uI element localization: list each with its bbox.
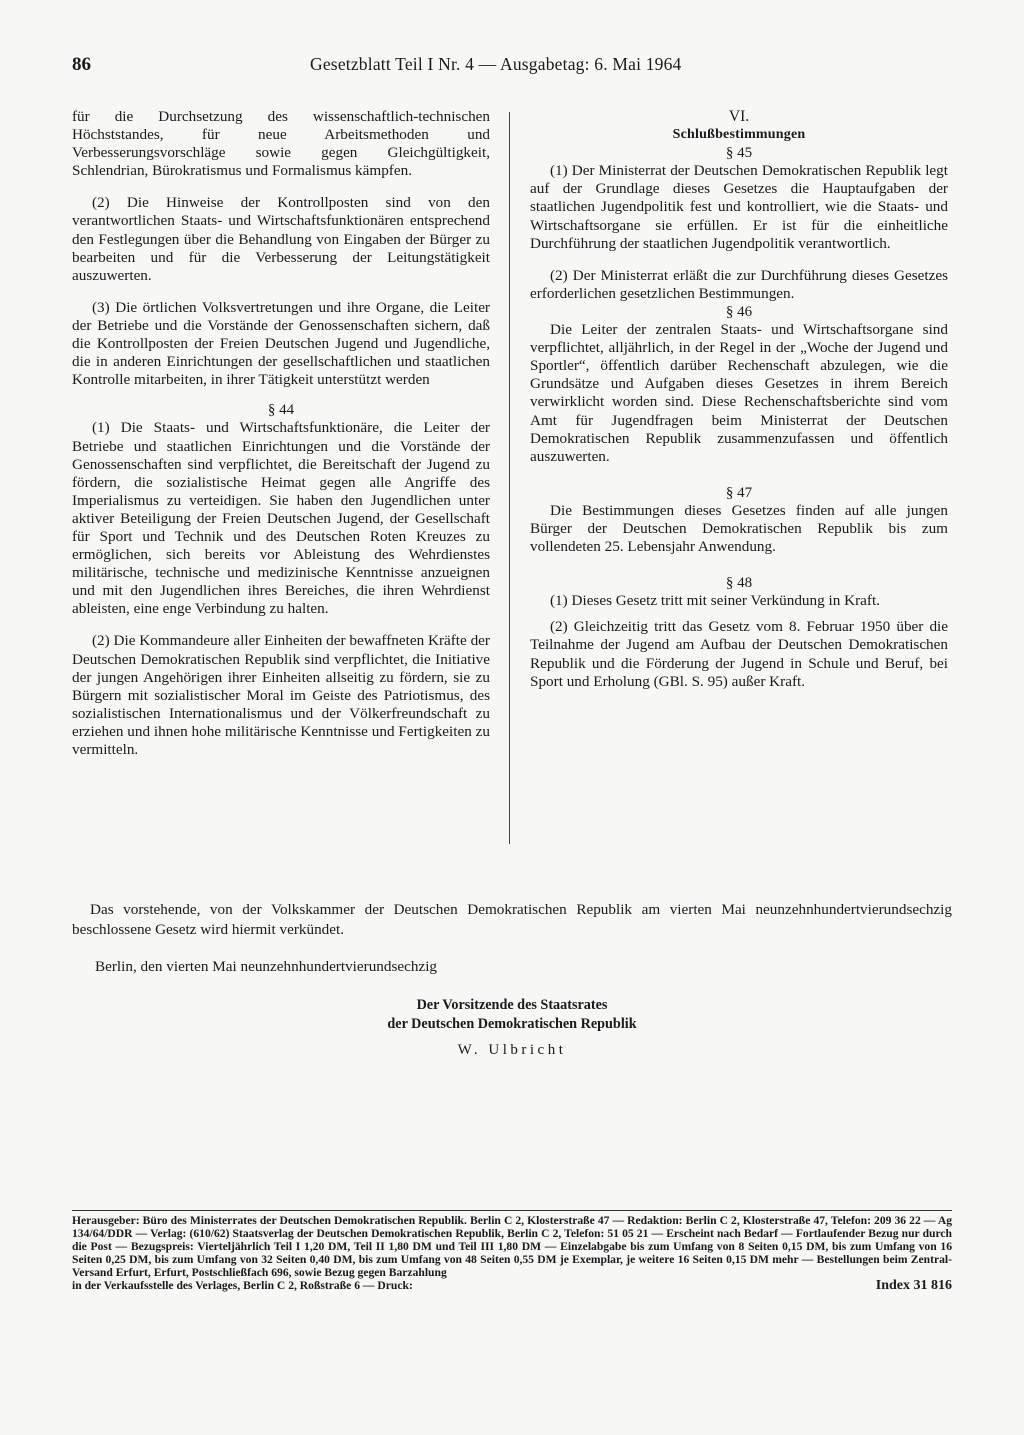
running-title: Gesetzblatt Teil I Nr. 4 — Ausgabetag: 6. Mai 1964 [310, 54, 682, 74]
section-heading-44: § 44 [267, 402, 295, 419]
chapter-number: VI. [728, 108, 750, 125]
chapter-title: Schlußbestimmungen [672, 127, 806, 143]
paragraph: Die Leiter der zentralen Staats- und Wirtschaftsorgane sind verpflichtet, alljährlich, in der Regel in der „Woche der Jugend und Sportler“, öffentlich darüber Rechenschaft abzulegen, wie die Grundsätze und Aufgaben dieses Gesetzes in ihrem Bereich verwirklicht worden sind. Diese Rechenschaftsberichte sind vom Amt für Jugendfragen beim Ministerrat der Deutschen Demokratischen Republik zusammenzufassen und öffentlich auszuwerten. [530, 321, 948, 465]
paragraph: (1) Die Staats- und Wirtschaftsfunktionäre, die Leiter der Betriebe und staatlichen Einrichtungen und die Vorstände der Genossenschaften sind verpflichtet, die Bereitschaft der Jugend zu fördern, die sozialistische Heimat gegen alle Angriffe des Imperialismus zu verteidigen. Sie haben den Jugendlichen unter aktiver Beteiligung der Freien Deutschen Jugend, der Gesellschaft für Sport und Technik und des Deutschen Roten Kreuzes zu ermöglichen, sich bereits vor Ableistung des Wehrdienstes militärische, technische und medizinische Kenntnisse anzueignen und mit den Jugendlichen ihres Bereiches, die ihren Wehrdienst ableisten, eine enge Verbindung zu halten. [72, 419, 490, 618]
index-number: Index 31 816 [875, 1278, 952, 1294]
paragraph: (1) Dieses Gesetz tritt mit seiner Verkündung in Kraft. [550, 592, 880, 610]
paragraph: (2) Der Ministerrat erläßt die zur Durchführung dieses Gesetzes erforderlichen gesetzlichen Bestimmungen. [530, 266, 948, 302]
place-and-date: Berlin, den vierten Mai neunzehnhundertvierundsechzig [95, 958, 438, 975]
section-heading-48: § 48 [725, 575, 753, 592]
right-column [530, 108, 948, 691]
page-number: 86 [72, 54, 91, 75]
section-heading-47: § 47 [725, 484, 753, 501]
section-heading-46: § 46 [725, 303, 753, 320]
paragraph: (2) Gleichzeitig tritt das Gesetz vom 8. Februar 1950 über die Teilnahme der Jugend am Aufbau der Deutschen Demokratischen Republik und die Förderung der Jugend in Schule und Beruf, bei Sport und Erholung (GBl. S. 95) außer Kraft. [530, 618, 948, 690]
imprint-text: Herausgeber: Büro des Ministerrates der Deutschen Demokratischen Republik. Berlin C 2, Klosterstraße 47 — Redaktion: Berlin C 2, Klosterstraße 47, Telefon: 209 36 22 — Ag 134/64/DDR — Verlag: (610/62) Staatsverlag der Deutschen Demokratischen Republik, Berlin C 2, Telefon: 51 05 21 — Erscheint nach Bedarf — Fortlaufender Bezug nur durch die Post — Bezugspreis: Vierteljährlich Teil I 1,20 DM, Teil II 1,80 DM und Teil III 1,80 DM — Einzelabgabe bis zum Umfang von 8 Seiten 0,15 DM, bis zum Umfang von 16 Seiten 0,25 DM, bis zum Umfang von 32 Seiten 0,40 DM, bis zum Umfang von 48 Seiten 0,55 DM je Exemplar, je weitere 16 Seiten 0,15 DM mehr — Bestellungen beim Zentral-Versand Erfurt, Erfurt, Postschließfach 696, sowie Bezug gegen Barzahlung [72, 1214, 952, 1280]
signatory-title-line: der Deutschen Demokratischen Republik [387, 1016, 637, 1032]
imprint-text: in der Verkaufsstelle des Verlages, Berlin C 2, Roßstraße 6 — Druck: [72, 1279, 413, 1293]
section-heading-45: § 45 [725, 145, 753, 162]
footer-divider [72, 1210, 952, 1211]
paragraph: (1) Der Ministerrat der Deutschen Demokratischen Republik legt auf der Grundlage dieses Gesetzes die Hauptaufgaben der staatlichen Jugendpolitik fest und kontrolliert, wie die Staats- und Wirtschaftsorgane sie erfüllen. Er ist für die einheitliche Durchführung der staatlichen Jugendpolitik verantwortlich. [530, 162, 948, 252]
column-divider [509, 112, 510, 844]
imprint-last-line [72, 1279, 952, 1292]
paragraph: für die Durchsetzung des wissenschaftlich-technischen Höchststandes, für neue Arbeitsmethoden und Verbesserungsvorschläge sowie gegen Gleichgültigkeit, Schlendrian, Bürokratismus und Formalismus kämpfen. [72, 108, 490, 180]
paragraph: (2) Die Kommandeure aller Einheiten der bewaffneten Kräfte der Deutschen Demokratischen Republik sind verpflichtet, die Initiative der jungen Angehörigen ihrer Einheiten allseitig zu fördern, sie zu Bürgern mit sozialistischer Moral im Geiste des Patriotismus, des sozialistischen Internationalismus und der Völkerfreundschaft zu erziehen und ihnen hohe militärische Kenntnisse und Fertigkeiten zu vermitteln. [72, 632, 490, 758]
proclamation-text: Das vorstehende, von der Volkskammer der Deutschen Demokratischen Republik am vierten Mai neunzehnhundertvierundsechzig beschlossene Gesetz wird hiermit verkündet. [72, 901, 952, 938]
left-column [72, 108, 490, 759]
paragraph: Die Bestimmungen dieses Gesetzes finden auf alle jungen Bürger der Deutschen Demokratischen Republik bis zum vollendeten 25. Lebensjahr Anwendung. [530, 501, 948, 556]
signatory-name: W. Ulbricht [457, 1042, 567, 1058]
signatory-title-line: Der Vorsitzende des Staatsrates [416, 997, 608, 1013]
publisher-imprint [72, 1214, 952, 1293]
page-header [72, 54, 952, 78]
signatory-title [300, 996, 724, 1034]
paragraph: (3) Die örtlichen Volksvertretungen und ihre Organe, die Leiter der Betriebe und die Vorstände der Genossenschaften sichern, daß die Kontrollposten der Freien Deutschen Jugend und Jugendliche, die in anderen Einrichtungen der gesellschaftlichen und staatlichen Kontrolle mitarbeiten, in ihrer Tätigkeit unterstützt werden [72, 298, 490, 389]
paragraph: (2) Die Hinweise der Kontrollposten sind von den verantwortlichen Staats- und Wirtschaftsfunktionären entsprechend den Festlegungen über die Behandlung von Eingaben der Bürger zu bearbeiten und für die Verbesserung der Leitungstätigkeit auszuwerten. [72, 194, 490, 284]
